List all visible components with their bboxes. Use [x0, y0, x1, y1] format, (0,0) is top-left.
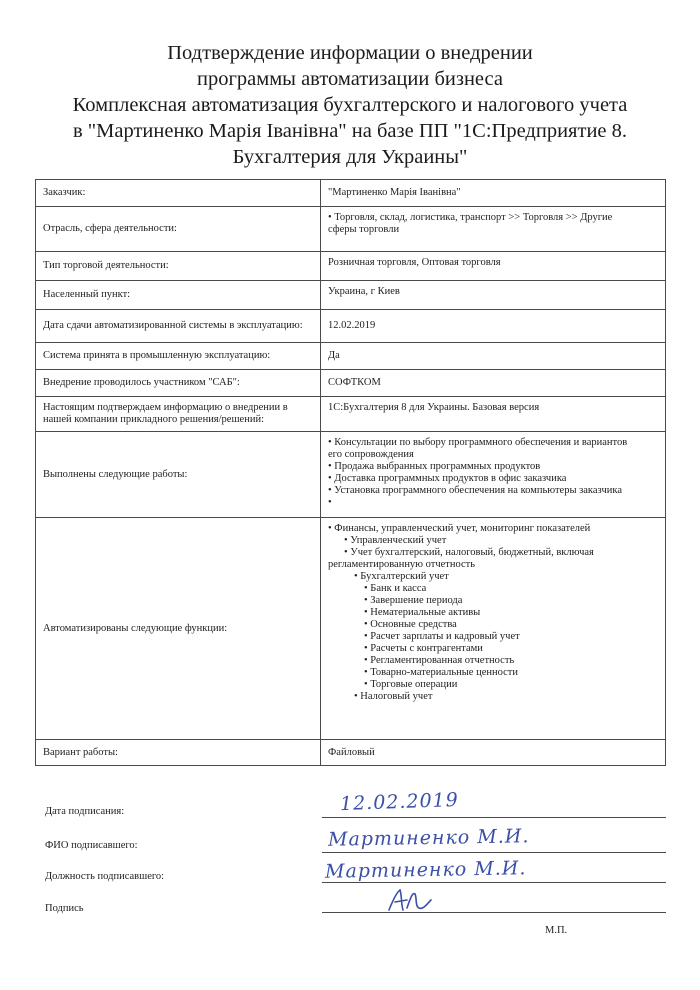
row-label: Вариант работы: — [36, 740, 321, 766]
list-item: • Основные средства — [364, 619, 457, 630]
list-item: • Учет бухгалтерский, налоговый, бюджетный, включая — [344, 547, 594, 558]
list-item: • Управленческий учет — [344, 535, 447, 546]
list-item: • Доставка программных продуктов в офис заказчика — [328, 473, 567, 484]
signer-position-handwritten: Мартиненко М.И. — [324, 857, 527, 883]
signer-position-label: Должность подписавшего: — [45, 871, 165, 882]
signature-line — [322, 817, 666, 818]
row-value — [321, 518, 666, 740]
row-label: Настоящим подтверждаем информацию о внедрении в нашей компании прикладного решения/решений: — [36, 397, 321, 432]
title-line: Бухгалтерия для Украины" — [232, 146, 468, 168]
document-title — [20, 40, 680, 170]
row-value: 1С:Бухгалтерия 8 для Украины. Базовая версия — [321, 397, 666, 432]
table-row — [36, 310, 666, 343]
row-label: Заказчик: — [36, 180, 321, 207]
functions-list — [328, 523, 658, 703]
row-label: Система принята в промышленную эксплуатацию: — [36, 343, 321, 370]
list-item: его сопровождения — [328, 449, 414, 460]
row-label: Автоматизированы следующие функции: — [36, 518, 321, 740]
title-line: программы автоматизации бизнеса — [197, 68, 503, 90]
signer-name-label: ФИО подписавшего: — [45, 840, 138, 851]
table-row — [36, 343, 666, 370]
row-value — [321, 207, 666, 252]
signature-line — [322, 852, 666, 853]
row-value: 12.02.2019 — [321, 310, 666, 343]
list-item: • Регламентированная отчетность — [364, 655, 515, 666]
row-label: Населенный пункт: — [36, 281, 321, 310]
list-item: • Банк и касса — [364, 583, 427, 594]
list-item: • Бухгалтерский учет — [354, 571, 449, 582]
signing-date-handwritten: 12.02.2019 — [339, 788, 460, 816]
row-value: Файловый — [321, 740, 666, 766]
row-value: "Мартиненко Марія Іванівна" — [321, 180, 666, 207]
row-label: Дата сдачи автоматизированной системы в эксплуатацию: — [36, 310, 321, 343]
title-line: Подтверждение информации о внедрении — [167, 42, 533, 64]
row-label: Внедрение проводилось участником "САБ": — [36, 370, 321, 397]
list-item: • Завершение периода — [364, 595, 463, 606]
row-value — [321, 432, 666, 518]
table-row — [36, 432, 666, 518]
table-row — [36, 180, 666, 207]
row-value: Украина, г Киев — [321, 281, 666, 310]
list-item: • Товарно-материальные ценности — [364, 667, 518, 678]
table-row — [36, 740, 666, 766]
list-item: • Налоговый учет — [354, 691, 433, 702]
row-label: Отрасль, сфера деятельности: — [36, 207, 321, 252]
signing-date-label: Дата подписания: — [45, 806, 125, 817]
list-item: • Расчет зарплаты и кадровый учет — [364, 631, 520, 642]
list-item: • Торговые операции — [364, 679, 458, 690]
stamp-placeholder-label: М.П. — [545, 925, 568, 936]
list-item: • Финансы, управленческий учет, мониторинг показателей — [328, 523, 591, 534]
table-row — [36, 252, 666, 281]
list-item: • Продажа выбранных программных продуктов — [328, 461, 541, 472]
table-row — [36, 281, 666, 310]
title-line: Комплексная автоматизация бухгалтерского и налогового учета — [72, 94, 628, 116]
table-row — [36, 207, 666, 252]
row-value: Да — [321, 343, 666, 370]
list-item: • Консультации по выбору программного обеспечения и вариантов — [328, 437, 628, 448]
info-table — [35, 179, 666, 766]
signature-line — [322, 912, 666, 913]
table-row — [36, 518, 666, 740]
title-line: в "Мартиненко Марія Іванівна" на базе ПП "1С:Предприятие 8. — [72, 120, 628, 142]
row-label: Выполнены следующие работы: — [36, 432, 321, 518]
signature-label: Подпись — [45, 903, 84, 914]
signature-line — [322, 882, 666, 883]
handwritten-signature — [385, 886, 435, 914]
row-value: Розничная торговля, Оптовая торговля — [321, 252, 666, 281]
list-item: • Установка программного обеспечения на компьютеры заказчика — [328, 485, 622, 496]
row-value: СОФТКОМ — [321, 370, 666, 397]
value-line: • Торговля, склад, логистика, транспорт >> Торговля >> Другие — [328, 212, 613, 223]
list-item: регламентированную отчетность — [328, 559, 476, 570]
table-row — [36, 370, 666, 397]
works-list — [328, 437, 658, 509]
list-item: • — [328, 497, 332, 508]
table-row — [36, 397, 666, 432]
value-line: сферы торговли — [328, 224, 400, 235]
row-label: Тип торговой деятельности: — [36, 252, 321, 281]
list-item: • Расчеты с контрагентами — [364, 643, 483, 654]
signer-name-handwritten: Мартиненко М.И. — [327, 825, 530, 851]
list-item: • Нематериальные активы — [364, 607, 481, 618]
